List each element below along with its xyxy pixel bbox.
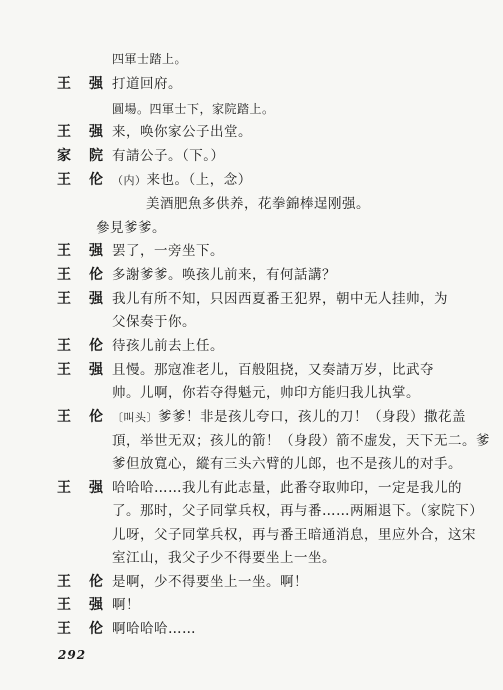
stage-direction: 圓場。四軍士下，家院踏上。 bbox=[112, 102, 275, 116]
dialogue-text: 爹爹！非是孩儿夸口，孩儿的刀！（身段）撒花盖 bbox=[158, 409, 466, 425]
dialogue-line: 是啊，少不得要坐上一坐。啊！ bbox=[112, 574, 308, 590]
dialogue-line bbox=[112, 171, 252, 190]
speaker-label: 王 强 bbox=[57, 597, 105, 613]
speaker-label: 王 伦 bbox=[57, 621, 105, 637]
dialogue-line: 多謝爹爹。唤孩儿前来，有何話講？ bbox=[112, 267, 336, 283]
dialogue-line: 打道回府。 bbox=[112, 76, 182, 92]
dialogue-line: 且慢。那寇准老儿，百般阻挠，又奏請万岁，比武夺 bbox=[112, 362, 434, 378]
dialogue-line: 啊哈哈哈…… bbox=[112, 621, 196, 637]
dialogue-line: 待孩儿前去上任。 bbox=[112, 338, 224, 354]
speaker-label: 王 强 bbox=[57, 362, 105, 378]
dialogue-line: 爹但放寬心，縱有三头六臂的儿郎，也不是孩儿的对手。 bbox=[112, 456, 462, 472]
page-number: 292 bbox=[58, 648, 87, 662]
dialogue-line: 帅。儿啊，你若夺得魁元，帅印方能归我儿执掌。 bbox=[112, 385, 420, 401]
dialogue-line: 頂，举世无双；孩儿的箭！（身段）箭不虚发，天下无二。爹 bbox=[112, 433, 490, 449]
dialogue-line: 室江山，我父子少不得要坐上一坐。 bbox=[112, 550, 336, 566]
dialogue-text: 来也。（上，念） bbox=[146, 172, 252, 188]
speaker-label: 王 强 bbox=[57, 243, 105, 259]
speaker-label: 家 院 bbox=[57, 148, 105, 164]
stage-direction: 四軍士踏上。 bbox=[112, 52, 188, 66]
dialogue-line: 儿呀，父子同掌兵权，再与番王暗通消息，里应外合，这宋 bbox=[112, 527, 476, 543]
speaker-label: 王 强 bbox=[57, 291, 105, 307]
dialogue-line: 罢了，一旁坐下。 bbox=[112, 243, 224, 259]
dialogue-line: 父保奏于你。 bbox=[112, 314, 196, 330]
dialogue-line: 哈哈哈……我儿有此志量，此番夺取帅印，一定是我儿的 bbox=[112, 480, 462, 496]
speaker-label: 王 强 bbox=[57, 480, 105, 496]
speaker-label: 王 强 bbox=[57, 124, 105, 140]
dialogue-line: 有請公子。（下。） bbox=[112, 148, 225, 164]
dialogue-line: 參見爹爹。 bbox=[96, 220, 166, 236]
dialogue-line: 了。那时，父子同掌兵权，再与番……两厢退下。（家院下） bbox=[112, 503, 484, 519]
speaker-label: 王 伦 bbox=[57, 172, 105, 188]
dialogue-line: 啊！ bbox=[112, 597, 140, 613]
speaker-label: 王 强 bbox=[57, 76, 105, 92]
stage-note: （内） bbox=[112, 174, 147, 187]
dialogue-line: 来，唤你家公子出堂。 bbox=[112, 124, 252, 140]
speaker-label: 王 伦 bbox=[57, 338, 105, 354]
verse-line: 美酒肥魚多供养，花拳錦棒逞刚强。 bbox=[146, 196, 370, 212]
dialogue-line: 我儿有所不知，只因西夏番王犯界，朝中无人挂帅，为 bbox=[112, 291, 448, 307]
speaker-label: 王 伦 bbox=[57, 409, 105, 425]
speaker-label: 王 伦 bbox=[57, 267, 105, 283]
stage-note: 〔叫头〕 bbox=[112, 411, 158, 424]
speaker-label: 王 伦 bbox=[57, 574, 105, 590]
dialogue-line bbox=[112, 408, 466, 427]
